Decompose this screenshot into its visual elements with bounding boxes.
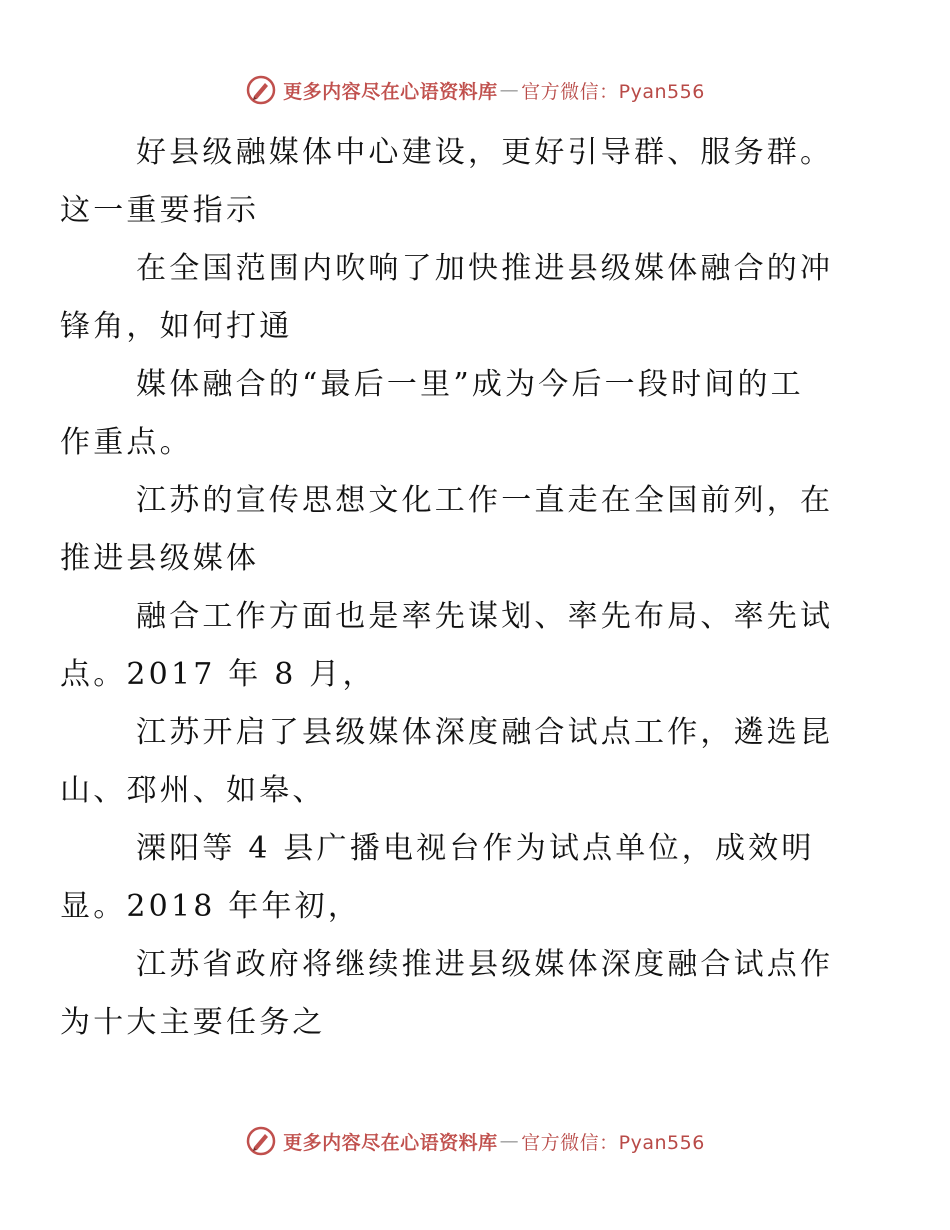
watermark-separator: — (499, 1130, 520, 1152)
paragraph-line: 点。2017 年 8 月， (60, 657, 376, 692)
paragraph-line: 好县级融媒体中心建设，更好引导群、服务群。 (136, 135, 834, 170)
pen-logo-icon (245, 74, 277, 106)
paragraph-2 (60, 240, 858, 356)
paragraph-line: 溧阳等 4 县广播电视台作为试点单位，成效明 (136, 831, 815, 866)
paragraph-line: 江苏的宣传思想文化工作一直走在全国前列，在 (136, 483, 834, 518)
document-body (60, 124, 858, 1052)
pen-logo-icon (245, 1125, 277, 1157)
paragraph-4 (60, 472, 858, 588)
watermark-contact-text: 官方微信：Pyan556 (521, 80, 705, 103)
paragraph-8 (60, 936, 858, 1052)
watermark-separator: — (499, 79, 520, 101)
paragraph-line: 显。2018 年年初， (60, 889, 362, 924)
paragraph-line: 山、邳州、如皋、 (60, 773, 326, 808)
paragraph-6 (60, 704, 858, 820)
paragraph-3 (60, 356, 858, 472)
paragraph-line: 融合工作方面也是率先谋划、率先布局、率先试 (136, 599, 834, 634)
watermark-brand-text: 更多内容尽在心语资料库 (283, 80, 498, 103)
paragraph-7 (60, 820, 858, 936)
paragraph-1 (60, 124, 858, 240)
paragraph-5 (60, 588, 858, 704)
footer-watermark (0, 1121, 950, 1161)
paragraph-line: 推进县级媒体 (60, 541, 260, 576)
paragraph-line: 为十大主要任务之 (60, 1005, 326, 1040)
header-watermark (0, 70, 950, 110)
paragraph-line: 媒体融合的“最后一里”成为今后一段时间的工 (136, 367, 804, 402)
paragraph-line: 江苏开启了县级媒体深度融合试点工作，遴选昆 (136, 715, 834, 750)
paragraph-line: 在全国范围内吹响了加快推进县级媒体融合的冲 (136, 251, 834, 286)
paragraph-line: 锋角，如何打通 (60, 309, 293, 344)
paragraph-line: 作重点。 (60, 425, 193, 460)
watermark-contact-text: 官方微信：Pyan556 (521, 1131, 705, 1154)
paragraph-line: 江苏省政府将继续推进县级媒体深度融合试点作 (136, 947, 834, 982)
paragraph-line: 这一重要指示 (60, 193, 260, 228)
watermark-brand-text: 更多内容尽在心语资料库 (283, 1131, 498, 1154)
